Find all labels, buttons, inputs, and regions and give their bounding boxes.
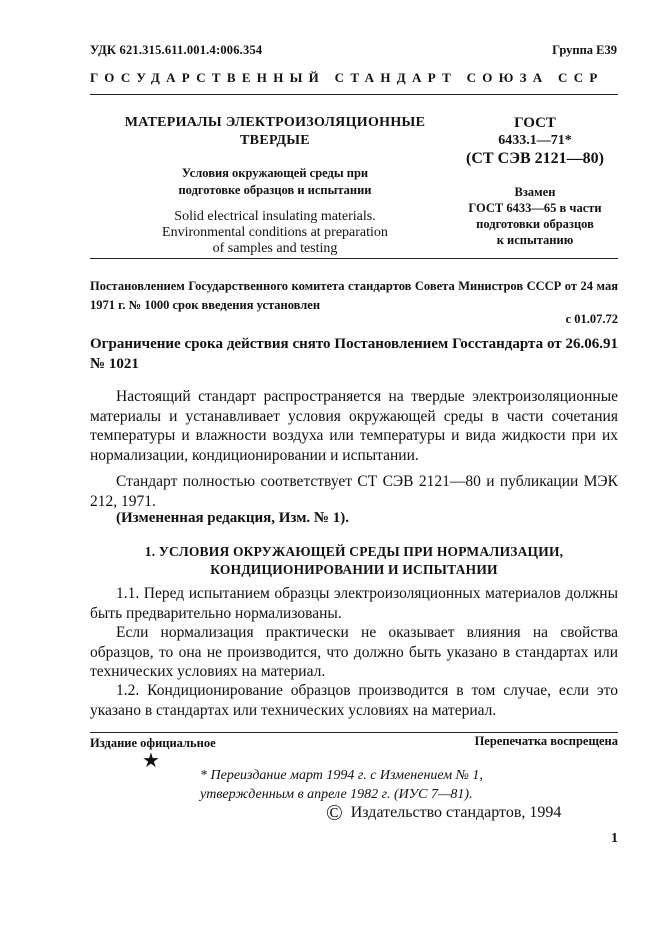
- udk-code: УДК 621.315.611.001.4:006.354: [90, 43, 263, 57]
- conformity-paragraph: Стандарт полностью соответствует СТ СЭВ 2121—80 и публикации МЭК 212, 1971.: [90, 473, 618, 510]
- decree-text: Постановлением Государственного комитета стандартов Совета Министров СССР от 24 мая 1971 г. № 1000 срок введения установлен: [90, 279, 618, 312]
- top-divider: [90, 94, 618, 95]
- amendment-note: (Измененная редакция, Изм. № 1).: [116, 510, 350, 526]
- paragraph-1-1-continued: Если нормализация практически не оказывает влияния на свойства образцов, то она не производится, что должно быть указано в стандартах или технических условиях на материал.: [90, 624, 618, 680]
- document-subtitle: Условия окружающей среды при подготовке образцов и испытании: [178, 166, 372, 197]
- middle-divider: [90, 258, 618, 259]
- gost-designation-block: [445, 114, 625, 248]
- reprint-forbidden-label: Перепечатка воспрещена: [474, 734, 618, 748]
- paragraph-1-1: 1.1. Перед испытанием образцы электроизоляционных материалов должны быть предварительно нормализованы.: [90, 585, 618, 622]
- title-block: [110, 114, 440, 257]
- publisher-line: [326, 802, 561, 824]
- gost-label: ГОСТ: [514, 115, 556, 131]
- copyright-icon: ©: [326, 800, 343, 825]
- paragraph-1-2: 1.2. Кондиционирование образцов производится в том случае, если это указано в стандартах или технических условиях на материал.: [90, 682, 618, 719]
- replaces-label: Взамен: [514, 185, 556, 199]
- replaces-text: ГОСТ 6433—65 в части подготовки образцов к испытанию: [468, 201, 602, 247]
- state-standard-heading: ГОСУДАРСТВЕННЫЙ СТАНДАРТ СОЮЗА ССР: [90, 70, 604, 85]
- gost-number: 6433.1—71*: [498, 133, 572, 148]
- group-code: Группа Е39: [552, 43, 617, 57]
- section-1-heading: 1. УСЛОВИЯ ОКРУЖАЮЩЕЙ СРЕДЫ ПРИ НОРМАЛИЗАЦИИ, КОНДИЦИОНИРОВАНИИ И ИСПЫТАНИИ: [144, 544, 564, 577]
- limit-removed-note: Ограничение срока действия снято Постановлением Госстандарта от 26.06.91 № 1021: [90, 336, 618, 372]
- publisher-text: Издательство стандартов, 1994: [350, 804, 562, 821]
- document-title: МАТЕРИАЛЫ ЭЛЕКТРОИЗОЛЯЦИОННЫЕ ТВЕРДЫЕ: [124, 115, 426, 148]
- effective-date: с 01.07.72: [565, 312, 618, 326]
- page-number: 1: [611, 831, 618, 846]
- reissue-note: * Переиздание март 1994 г. с Изменением № 1, утвержденным в апреле 1982 г. (ИУС 7—81).: [200, 768, 483, 802]
- english-title: Solid electrical insulating materials. Environmental conditions at preparation of samples and testing: [162, 209, 388, 256]
- intro-paragraph: Настоящий стандарт распространяется на твердые электроизоляционные материалы и устанавливает условия окружающей среды в части сочетания температуры и влажности воздуха или температуры и вида жидкости при их нормализации, кондиционировании и испытании.: [90, 388, 618, 464]
- official-edition-label: Издание официальное: [90, 736, 216, 750]
- star-icon: ★: [142, 750, 160, 772]
- bottom-divider: [90, 732, 618, 733]
- cmea-number: (СТ СЭВ 2121—80): [466, 150, 604, 167]
